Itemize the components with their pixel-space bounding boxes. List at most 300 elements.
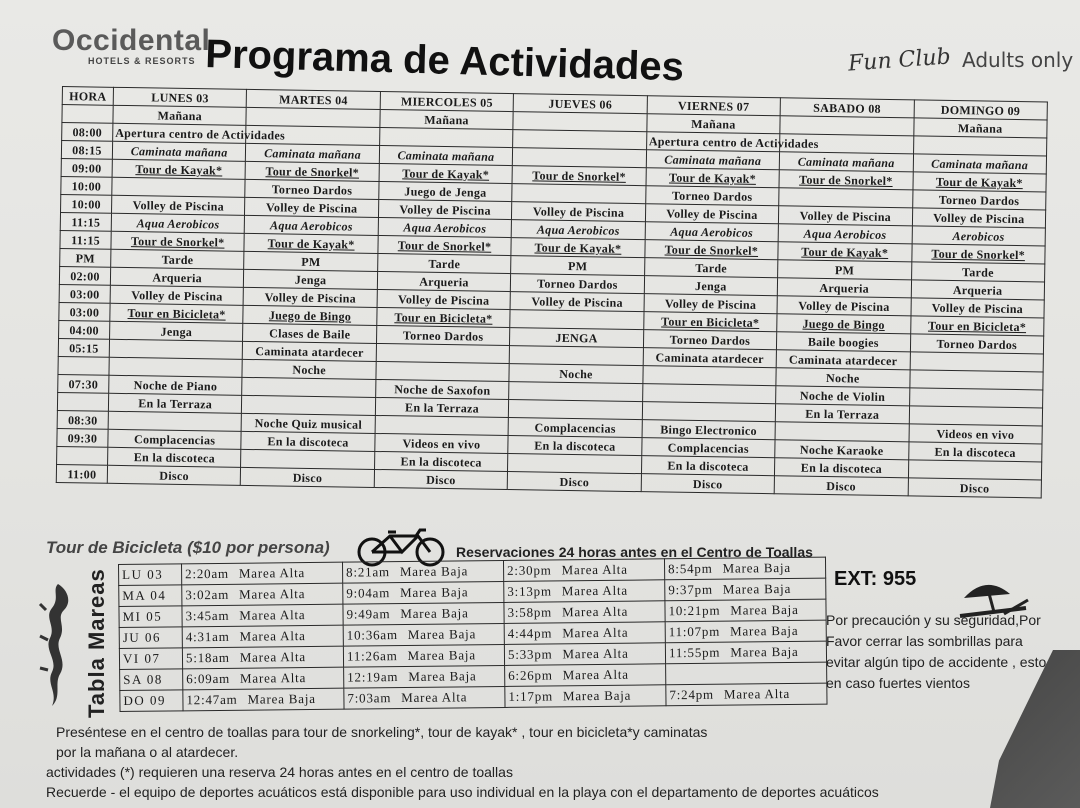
cell-text: Aqua Aerobicos bbox=[670, 224, 754, 240]
cell-text: 03:00 bbox=[69, 286, 100, 302]
time-cell bbox=[61, 194, 112, 213]
cell-text: Disco bbox=[692, 476, 723, 491]
activity-cell bbox=[912, 190, 1046, 210]
cell-text: Noche bbox=[559, 366, 593, 381]
activity-cell bbox=[242, 377, 376, 397]
activity-cell bbox=[913, 136, 1047, 156]
cell-text: Torneo Dardos bbox=[402, 327, 484, 344]
activity-cell bbox=[509, 364, 643, 384]
activity-cell bbox=[778, 260, 912, 280]
cell-text: Volley de Piscina bbox=[399, 201, 491, 218]
activity-cell bbox=[643, 348, 777, 368]
cell-text: Tour de Snorkel* bbox=[799, 172, 893, 188]
cell-text: Volley de Piscina bbox=[933, 210, 1025, 226]
tide-time: 11:26am bbox=[346, 648, 398, 664]
cell-text: Volley de Piscina bbox=[931, 300, 1024, 316]
cell-text: Mañana bbox=[957, 120, 1003, 136]
cell-text: Caminata atardecer bbox=[788, 351, 898, 368]
cell-text: HORA bbox=[69, 88, 107, 104]
cell-text: Baile boogies bbox=[807, 334, 879, 350]
cell-text: 10:00 bbox=[71, 196, 102, 212]
cell-text: Tour de Snorkel* bbox=[397, 237, 492, 254]
tide-type: Marea Baja bbox=[400, 584, 469, 601]
tide-time: 3:58pm bbox=[507, 604, 553, 620]
activity-cell bbox=[909, 424, 1043, 444]
tide-type: Marea Alta bbox=[561, 603, 629, 620]
tide-day bbox=[119, 585, 182, 607]
cell-text: Aqua Aerobicos bbox=[136, 215, 220, 231]
activity-cell bbox=[374, 451, 508, 471]
cell-text: Caminata mañana bbox=[397, 147, 495, 164]
activity-cell bbox=[513, 94, 647, 114]
activity-cell bbox=[378, 199, 512, 219]
cell-text: Volley de Piscina bbox=[666, 206, 758, 222]
cell-text: En la discoteca bbox=[934, 444, 1016, 460]
activity-cell bbox=[910, 316, 1044, 336]
cell-text: Arqueria bbox=[152, 269, 203, 285]
tide-time: 5:18am bbox=[185, 649, 230, 666]
tide-day-label: MA 04 bbox=[122, 587, 167, 603]
tide-type: Marea Alta bbox=[561, 561, 628, 578]
activity-cell bbox=[911, 262, 1045, 282]
activity-cell bbox=[377, 307, 511, 327]
activity-cell bbox=[244, 251, 378, 271]
tide-time: 12:19am bbox=[347, 669, 399, 685]
cell-text: Tour de Kayak* bbox=[135, 161, 223, 178]
activity-cell bbox=[909, 388, 1043, 408]
activity-cell bbox=[777, 332, 911, 352]
activity-cell bbox=[913, 118, 1047, 138]
activity-cell bbox=[109, 357, 243, 377]
activity-cell bbox=[243, 341, 377, 361]
cell-text: Noche de Saxofon bbox=[394, 381, 491, 398]
activity-cell bbox=[777, 278, 911, 298]
activity-cell bbox=[779, 188, 913, 208]
activity-cell bbox=[376, 325, 510, 345]
tide-type: Marea Baja bbox=[722, 559, 791, 576]
activity-cell bbox=[108, 429, 242, 449]
cell-text: MARTES 04 bbox=[279, 91, 348, 107]
activity-cell bbox=[378, 235, 512, 255]
activity-cell bbox=[245, 215, 379, 235]
time-cell bbox=[62, 87, 113, 106]
cell-text: Tour de Kayak* bbox=[668, 170, 757, 186]
tide-entry bbox=[343, 602, 504, 625]
reservation-note: Reservaciones 24 horas antes en el Centro de Toallas bbox=[456, 544, 813, 560]
time-cell bbox=[61, 176, 112, 195]
tide-time: 1:17pm bbox=[508, 688, 554, 704]
activity-cell bbox=[646, 132, 819, 152]
tide-entry bbox=[183, 688, 344, 711]
activity-cell bbox=[643, 330, 777, 350]
activity-cell bbox=[780, 116, 914, 136]
tide-day-label: DO 09 bbox=[123, 692, 167, 708]
activity-cell bbox=[379, 145, 513, 165]
tide-type: Marea Baja bbox=[247, 690, 316, 707]
activity-cell bbox=[647, 114, 781, 134]
time-cell bbox=[60, 248, 111, 267]
cell-text: 10:00 bbox=[71, 178, 102, 194]
tide-type: Marea Alta bbox=[239, 607, 306, 623]
time-cell bbox=[57, 410, 108, 429]
cell-text: PM bbox=[834, 262, 855, 277]
cell-text: Disco bbox=[559, 474, 590, 489]
activity-cell bbox=[509, 400, 643, 420]
tide-entry bbox=[342, 560, 503, 583]
cell-text: En la discoteca bbox=[667, 458, 749, 474]
cell-text: SABADO 08 bbox=[813, 100, 882, 116]
activity-cell bbox=[113, 123, 286, 143]
cell-text: Caminata mañana bbox=[130, 143, 228, 160]
page-title: Programa de Actividades bbox=[204, 32, 685, 90]
time-cell bbox=[57, 428, 108, 447]
activity-cell bbox=[378, 217, 512, 237]
tide-entry bbox=[504, 580, 665, 603]
tide-type: Marea Alta bbox=[562, 666, 629, 683]
cell-text: Juego de Bingo bbox=[268, 307, 352, 324]
cell-text: Torneo Dardos bbox=[936, 336, 1018, 352]
activity-cell bbox=[641, 456, 775, 476]
activity-cell bbox=[374, 469, 508, 489]
tide-type: Marea Alta bbox=[401, 689, 468, 706]
tide-time: 3:45am bbox=[185, 607, 230, 624]
tide-day-label: VI 07 bbox=[122, 650, 161, 666]
activity-cell bbox=[243, 323, 377, 343]
activity-cell bbox=[110, 321, 244, 341]
activity-cell bbox=[108, 393, 242, 413]
cell-text: Tour en Bicicleta* bbox=[394, 309, 493, 326]
tide-entry bbox=[344, 686, 505, 709]
tide-entry bbox=[182, 646, 343, 669]
tide-entry bbox=[505, 685, 666, 708]
activity-cell bbox=[908, 442, 1042, 462]
activity-cell bbox=[112, 141, 246, 161]
activity-cell bbox=[242, 359, 376, 379]
tide-entry bbox=[344, 665, 505, 688]
tide-type: Marea Alta bbox=[723, 685, 791, 702]
tide-day bbox=[120, 690, 183, 712]
tide-time: 10:36am bbox=[346, 627, 398, 643]
cell-text: Tarde bbox=[428, 256, 461, 271]
activity-cell bbox=[245, 161, 379, 181]
cell-text: 08:30 bbox=[67, 412, 98, 428]
cell-text: Videos en vivo bbox=[936, 426, 1015, 442]
cell-text: Tour de Snorkel* bbox=[532, 167, 626, 184]
activity-cell bbox=[776, 386, 910, 406]
tide-time: 6:26pm bbox=[508, 667, 553, 683]
tide-type: Marea Baja bbox=[562, 687, 632, 704]
activity-cell bbox=[908, 460, 1042, 480]
activity-cell bbox=[644, 276, 778, 296]
tide-entry bbox=[343, 581, 504, 604]
tide-time: 9:04am bbox=[346, 585, 391, 601]
activity-cell bbox=[246, 107, 380, 127]
cell-text: Bingo Electronico bbox=[660, 421, 757, 438]
activity-cell bbox=[914, 100, 1048, 120]
tide-time: 7:24pm bbox=[669, 686, 715, 703]
activity-cell bbox=[377, 253, 511, 273]
tide-type: Marea Baja bbox=[407, 626, 477, 642]
tide-type: Marea Baja bbox=[730, 643, 799, 660]
tide-type: Marea Alta bbox=[239, 649, 306, 665]
activity-cell bbox=[912, 226, 1046, 246]
activity-cell bbox=[775, 404, 909, 424]
cell-text: Disco bbox=[159, 468, 189, 483]
tide-time: 9:49am bbox=[346, 606, 391, 622]
cell-text: Disco bbox=[959, 480, 990, 496]
cell-text: Torneo Dardos bbox=[271, 181, 353, 198]
cell-text: PM bbox=[75, 250, 96, 266]
activity-cell bbox=[511, 256, 645, 276]
cell-text: Aqua Aerobicos bbox=[803, 226, 887, 242]
cell-text: Caminata mañana bbox=[264, 145, 362, 162]
cell-text: Aqua Aerobicos bbox=[269, 217, 353, 234]
cell-text: Torneo Dardos bbox=[938, 192, 1020, 208]
cell-text: Caminata mañana bbox=[797, 154, 895, 170]
activity-cell bbox=[379, 163, 513, 183]
time-cell bbox=[58, 338, 109, 357]
tide-time: 3:02am bbox=[185, 586, 230, 603]
cell-text: Volley de Piscina bbox=[664, 295, 757, 312]
tide-time: 4:44pm bbox=[507, 625, 553, 641]
activity-cell bbox=[642, 420, 776, 440]
cell-text: LUNES 03 bbox=[151, 89, 209, 105]
schedule-table bbox=[56, 86, 1048, 498]
cell-text: Jenga bbox=[160, 324, 193, 339]
time-cell bbox=[60, 212, 111, 231]
activity-cell bbox=[377, 289, 511, 309]
activity-cell bbox=[510, 310, 644, 330]
time-cell bbox=[59, 266, 110, 285]
tide-entry bbox=[505, 664, 666, 687]
cell-text: En la discoteca bbox=[267, 433, 349, 450]
activity-cell bbox=[375, 415, 509, 435]
safety-notice: Por precaución y su seguridad,Por Favor cerrar las sombrillas para evitar algún tipo de accidente , esto en caso fuertes vientos bbox=[826, 612, 1047, 691]
tide-type: Marea Baja bbox=[400, 605, 469, 622]
activity-cell bbox=[376, 343, 510, 363]
tide-type: Marea Baja bbox=[408, 668, 477, 684]
cell-text: Disco bbox=[292, 470, 323, 485]
tide-type: Marea Baja bbox=[407, 647, 476, 663]
activity-cell bbox=[110, 303, 244, 323]
tide-time: 8:54pm bbox=[668, 560, 713, 577]
activity-cell bbox=[911, 244, 1045, 264]
cell-text: 11:15 bbox=[71, 232, 101, 248]
cell-text: Mañana bbox=[157, 108, 203, 123]
activity-cell bbox=[110, 267, 244, 287]
activity-cell bbox=[246, 143, 380, 163]
tide-table bbox=[118, 557, 828, 712]
cell-text: MIERCOLES 05 bbox=[400, 93, 493, 110]
tide-entry bbox=[504, 643, 665, 666]
cell-text: Tarde bbox=[695, 260, 728, 275]
activity-cell bbox=[909, 370, 1043, 390]
activity-cell bbox=[644, 294, 778, 314]
activity-cell bbox=[375, 379, 509, 399]
activity-cell bbox=[908, 478, 1042, 498]
activity-cell bbox=[510, 292, 644, 312]
cell-text: Torneo Dardos bbox=[671, 188, 753, 204]
cell-text: Apertura centro de Actividades bbox=[115, 125, 286, 143]
activity-cell bbox=[913, 172, 1047, 192]
tide-type: Marea Baja bbox=[730, 601, 799, 618]
time-cell bbox=[62, 105, 113, 124]
tide-entry bbox=[182, 625, 343, 648]
time-cell bbox=[59, 320, 110, 339]
tides-label: Tabla Mareas bbox=[84, 568, 109, 718]
tide-entry bbox=[504, 622, 665, 645]
activity-cell bbox=[775, 458, 909, 478]
cell-text: Clases de Baile bbox=[269, 325, 351, 342]
cell-text: En la discoteca bbox=[800, 460, 883, 476]
activity-cell bbox=[247, 89, 381, 109]
activity-cell bbox=[513, 130, 647, 150]
cell-text: 07:30 bbox=[68, 376, 99, 392]
cell-text: Noche Quiz musical bbox=[254, 415, 363, 432]
cell-text: Mañana bbox=[691, 116, 736, 132]
cell-text: Volley de Piscina bbox=[532, 203, 625, 220]
cell-text: Juego de Jenga bbox=[404, 183, 487, 200]
activity-cell bbox=[778, 242, 912, 262]
tide-entry bbox=[666, 683, 827, 706]
cell-text: Caminata atardecer bbox=[255, 343, 364, 360]
cell-text: 11:15 bbox=[71, 214, 101, 230]
cell-text: 09:00 bbox=[71, 160, 102, 176]
cell-text: Caminata mañana bbox=[664, 151, 762, 168]
tide-time: 5:33pm bbox=[507, 646, 553, 662]
activity-cell bbox=[513, 148, 647, 168]
tide-entry bbox=[665, 578, 826, 601]
activity-cell bbox=[241, 449, 375, 469]
activity-cell bbox=[241, 467, 375, 487]
activity-cell bbox=[911, 280, 1045, 300]
activity-cell bbox=[244, 269, 378, 289]
activity-cell bbox=[113, 87, 247, 107]
tide-type: Marea Alta bbox=[239, 670, 307, 686]
cell-text: Aerobicos bbox=[952, 228, 1005, 244]
tide-type: Marea Alta bbox=[562, 645, 629, 662]
activity-cell bbox=[245, 179, 379, 199]
tide-time: 2:30pm bbox=[507, 562, 552, 578]
activity-cell bbox=[511, 238, 645, 258]
cell-text: En la Terraza bbox=[404, 399, 480, 416]
cell-text: 03:00 bbox=[69, 304, 100, 320]
extension-number: EXT: 955 bbox=[834, 568, 917, 590]
cell-text: Volley de Piscina bbox=[264, 289, 357, 306]
activity-cell bbox=[108, 411, 242, 431]
activity-cell bbox=[112, 159, 246, 179]
cell-text: Tour de Kayak* bbox=[801, 244, 889, 260]
activity-cell bbox=[645, 222, 779, 242]
tide-entry bbox=[665, 620, 826, 643]
activity-cell bbox=[511, 220, 645, 240]
tide-type: Marea Baja bbox=[722, 580, 792, 597]
tide-entry bbox=[503, 559, 664, 582]
time-cell bbox=[60, 230, 111, 249]
activity-cell bbox=[379, 181, 513, 201]
tide-time: 9:37pm bbox=[668, 581, 713, 598]
cell-text: Noche bbox=[292, 362, 327, 377]
activity-cell bbox=[110, 285, 244, 305]
activity-cell bbox=[512, 202, 646, 222]
activity-cell bbox=[244, 233, 378, 253]
cell-text: Volley de Piscina bbox=[132, 197, 225, 214]
cell-text: Videos en vivo bbox=[402, 435, 481, 452]
tide-time: 8:21am bbox=[346, 564, 390, 580]
activity-cell bbox=[646, 168, 780, 188]
cell-text: Complacencias bbox=[667, 440, 750, 456]
cell-text: Arqueria bbox=[952, 282, 1003, 298]
cell-text: Tour en Bicicleta* bbox=[127, 305, 226, 322]
activity-cell bbox=[776, 350, 910, 370]
cell-text: Tour de Snorkel* bbox=[664, 241, 759, 258]
activity-cell bbox=[245, 197, 379, 217]
occidental-logo bbox=[52, 26, 210, 66]
cell-text: Jenga bbox=[294, 272, 327, 287]
activity-cell bbox=[647, 96, 781, 116]
tide-entry bbox=[182, 604, 343, 627]
activity-cell bbox=[645, 186, 779, 206]
activity-cell bbox=[511, 274, 645, 294]
cell-text: 05:15 bbox=[69, 340, 99, 356]
cell-text: Noche Karaoke bbox=[799, 442, 884, 458]
activity-cell bbox=[510, 328, 644, 348]
tide-time: 12:47am bbox=[186, 691, 238, 708]
tide-entry bbox=[504, 601, 665, 624]
activity-cell bbox=[643, 366, 777, 386]
activity-cell bbox=[911, 298, 1045, 318]
cell-text: Aqua Aerobicos bbox=[403, 219, 487, 236]
activity-cell bbox=[645, 204, 779, 224]
activity-cell bbox=[111, 249, 245, 269]
cell-text: En la Terraza bbox=[138, 395, 213, 411]
activity-cell bbox=[109, 339, 243, 359]
tide-day bbox=[119, 564, 182, 586]
cell-text: En la discoteca bbox=[534, 437, 616, 454]
tide-entry bbox=[182, 583, 343, 606]
cell-text: Tour de Snorkel* bbox=[265, 163, 360, 180]
activity-cell bbox=[242, 413, 376, 433]
cell-text: Volley de Piscina bbox=[531, 293, 623, 310]
activity-cell bbox=[912, 208, 1046, 228]
cell-text: 11:00 bbox=[67, 466, 97, 482]
cell-text: Tour en Bicicleta* bbox=[927, 318, 1027, 334]
activity-cell bbox=[644, 258, 778, 278]
cell-text: Apertura centro de Actividades bbox=[648, 133, 819, 151]
activity-cell bbox=[776, 368, 910, 388]
activity-cell bbox=[779, 170, 913, 190]
cell-text: Mañana bbox=[424, 112, 469, 127]
time-cell bbox=[59, 284, 110, 303]
tide-entry bbox=[665, 641, 826, 664]
tide-entry bbox=[182, 562, 343, 585]
cell-text: Tour de Kayak* bbox=[267, 235, 355, 252]
tide-day-label: LU 03 bbox=[122, 566, 164, 582]
activity-cell bbox=[243, 305, 377, 325]
tide-time: 7:03am bbox=[347, 690, 392, 706]
activity-cell bbox=[642, 384, 776, 404]
cell-text: Arqueria bbox=[419, 274, 469, 289]
adults-only-logo: Adults only bbox=[962, 48, 1074, 72]
cell-text: PM bbox=[567, 258, 588, 273]
tide-time: 11:07pm bbox=[668, 623, 721, 640]
activity-cell bbox=[109, 375, 243, 395]
time-cell bbox=[58, 374, 109, 393]
tide-type: Marea Alta bbox=[562, 624, 629, 641]
tide-entry bbox=[666, 662, 827, 685]
tide-entry bbox=[664, 557, 825, 580]
cell-text: Complacencias bbox=[133, 431, 216, 447]
